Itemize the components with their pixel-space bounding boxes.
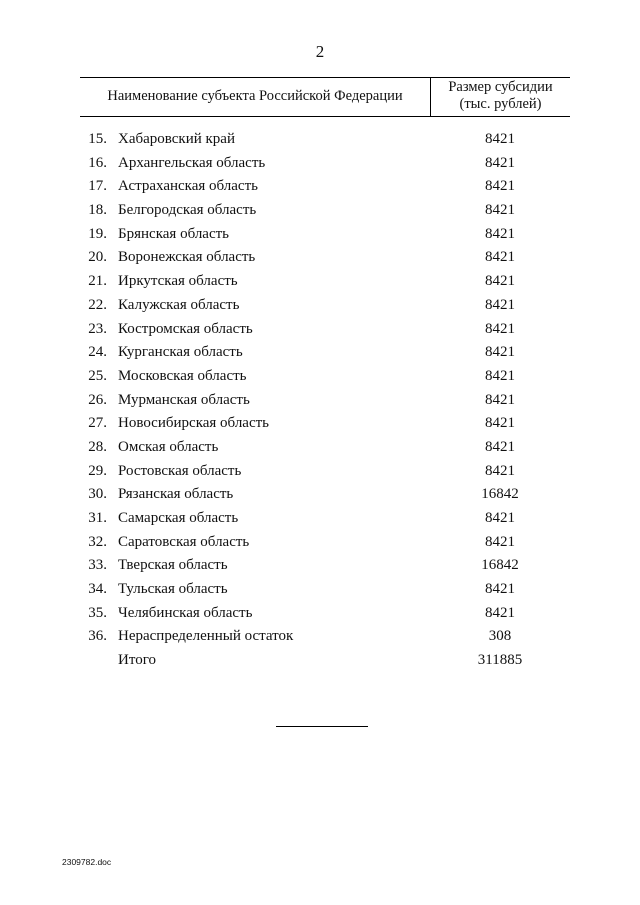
table-row: [0, 152, 640, 176]
subject-name: Воронежская область: [118, 249, 256, 266]
table-row: [0, 436, 640, 460]
row-number: 19.: [88, 225, 107, 242]
subsidy-amount: 308: [488, 628, 512, 645]
row-number: 23.: [88, 320, 107, 337]
header-amount-line1: Размер субсидии: [448, 79, 553, 95]
table-row: [0, 365, 640, 389]
subject-name: Ростовская область: [118, 462, 242, 479]
table-row: [0, 223, 640, 247]
table-row: [0, 128, 640, 152]
table-header: [80, 77, 570, 117]
table-row: [0, 246, 640, 270]
subsidy-amount: 16842: [481, 486, 519, 503]
subsidy-amount: 8421: [485, 225, 515, 242]
row-number: 27.: [88, 415, 107, 432]
subject-name: Московская область: [118, 367, 247, 384]
row-number: 32.: [88, 533, 107, 550]
subsidy-amount: 8421: [485, 438, 515, 455]
subject-name: Архангельская область: [118, 154, 266, 171]
row-number: 35.: [88, 604, 107, 621]
subsidy-amount: 8421: [485, 510, 515, 526]
row-number: 34.: [88, 581, 107, 598]
table-row: [0, 602, 640, 626]
row-number: 22.: [88, 296, 107, 313]
table-row: [0, 554, 640, 578]
header-subsidy-amount: [431, 79, 570, 113]
table-row: [0, 412, 640, 436]
subsidy-amount: 8421: [485, 415, 515, 432]
row-number: 18.: [88, 202, 107, 219]
row-number: 33.: [88, 557, 107, 574]
row-number: 28.: [88, 438, 107, 455]
subsidy-amount: 8421: [485, 249, 515, 266]
total-amount: 311885: [477, 652, 523, 669]
subsidy-amount: 8421: [485, 178, 515, 195]
subject-name: Хабаровский край: [118, 131, 235, 147]
table-row: [0, 507, 640, 531]
table-row: [0, 625, 640, 649]
subject-name: Тверская область: [118, 557, 228, 574]
subject-name: Омская область: [118, 438, 219, 455]
table-row: [0, 531, 640, 555]
subject-name: Иркутская область: [118, 273, 238, 290]
page-number: 2: [315, 42, 325, 61]
subsidy-amount: 8421: [485, 344, 515, 361]
table-row: [0, 578, 640, 602]
row-number: 26.: [88, 391, 107, 408]
subsidy-amount: 8421: [485, 367, 515, 384]
row-number: 36.: [88, 628, 107, 645]
document-reference: 2309782.doc: [62, 857, 112, 867]
table-body: [0, 128, 640, 673]
subject-name: Астраханская область: [118, 178, 258, 195]
total-label: Итого: [118, 652, 156, 669]
end-of-document-line: [276, 726, 368, 727]
row-number: 29.: [88, 462, 107, 479]
subsidy-amount: 8421: [485, 320, 515, 337]
row-number: 15.: [88, 131, 107, 147]
subsidy-amount: 8421: [485, 533, 515, 550]
table-row: [0, 199, 640, 223]
row-number: 31.: [88, 510, 107, 526]
row-number: 24.: [88, 344, 107, 361]
total-row: [0, 649, 640, 673]
table-row: [0, 270, 640, 294]
row-number: 17.: [88, 178, 107, 195]
subject-name: Костромская область: [118, 320, 253, 337]
subject-name: Белгородская область: [118, 202, 257, 219]
table-row: [0, 341, 640, 365]
row-number: 16.: [88, 154, 107, 171]
table-row: [0, 460, 640, 484]
subject-name: Саратовская область: [118, 533, 250, 550]
subject-name: Мурманская область: [118, 391, 250, 408]
subject-name: Самарская область: [118, 510, 239, 526]
subsidy-amount: 8421: [485, 462, 515, 479]
subsidy-amount: 8421: [485, 273, 515, 290]
table-row: [0, 389, 640, 413]
subject-name: Новосибирская область: [118, 415, 270, 432]
subject-name: Тульская область: [118, 581, 228, 598]
subject-name: Калужская область: [118, 296, 240, 313]
subject-name: Челябинская область: [118, 604, 253, 621]
header-amount-line2: (тыс. рублей): [459, 96, 542, 112]
subject-name: Курганская область: [118, 344, 243, 361]
subsidy-amount: 8421: [485, 604, 515, 621]
subsidy-amount: 8421: [485, 391, 515, 408]
header-subject-name: Наименование субъекта Российской Федерации: [107, 88, 403, 104]
subsidy-amount: 8421: [485, 296, 515, 313]
table-row: [0, 483, 640, 507]
row-number: 30.: [88, 486, 107, 503]
row-number: 21.: [88, 273, 107, 290]
subsidy-amount: 8421: [485, 202, 515, 219]
subject-name: Рязанская область: [118, 486, 234, 503]
subsidy-amount: 8421: [485, 154, 515, 171]
row-number: 20.: [88, 249, 107, 266]
table-row: [0, 175, 640, 199]
subsidy-amount: 8421: [485, 131, 515, 147]
row-number: 25.: [88, 367, 107, 384]
table-row: [0, 294, 640, 318]
subsidy-amount: 8421: [485, 581, 515, 598]
subject-name: Брянская область: [118, 225, 230, 242]
subject-name: Нераспределенный остаток: [118, 628, 294, 645]
subsidy-amount: 16842: [481, 557, 519, 574]
table-row: [0, 318, 640, 342]
